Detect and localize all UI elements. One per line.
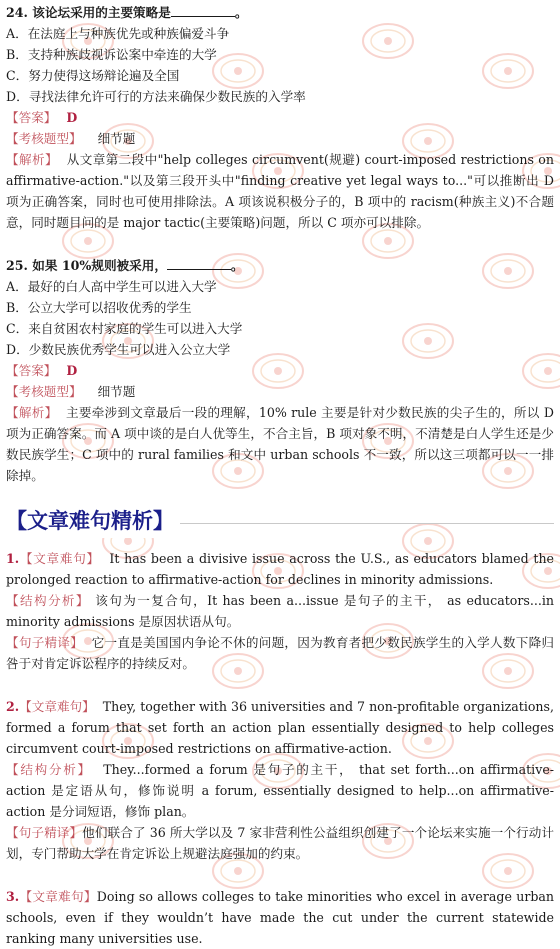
section-heading <box>6 504 554 544</box>
answer-blank <box>171 4 235 17</box>
sentence-2-translation: 【句子精译】他们联合了 36 所大学以及 7 家非营利性公益组织创建了一个论坛来实施一个行动计划，专门帮助大学在肯定诉讼上规避法庭强加的约束。 <box>6 825 555 861</box>
sentence-2-structure: 【结构分析】 They...formed a forum 是句子的主干， that set forth...on affirmative-action 是定语从句，修饰说明 a forum, essentially designed to help...on affirmative-action 是分词短语，修饰 plan。 <box>6 762 555 819</box>
q25-option-b: B．公立大学可以招收优秀的学生 <box>6 300 192 315</box>
q24-analysis: 【解析】 从文章第二段中"help colleges circumvent(规避) court-imposed restrictions on affirmative-action."以及第三段开头中"finding creative yet legal ways to..."可以推断出 D 项为正确答案，同时也可使用排除法。A 项该说积极分子的，B 项中的 racism(种族主义)不合题意，同时题目问的是 major tactic(主要策略)问题，所以 C 项亦可以排除。 <box>6 152 554 230</box>
sentence-1: 1.【文章难句】 It has been a divisive issue across the U.S., as educators blamed the prolonged reaction to affirmative-action for declines in minority admissions. <box>6 551 555 587</box>
answer-blank <box>167 257 231 270</box>
q25-option-a: A．最好的白人高中学生可以进入大学 <box>6 279 217 294</box>
q24-answer: 【答案】 D <box>6 110 78 125</box>
q25-type: 【考核题型】 细节题 <box>6 384 136 399</box>
question-25-title: 25. 如果 10%规则被采用， 。 <box>6 258 244 273</box>
q24-type: 【考核题型】 细节题 <box>6 131 136 146</box>
document-page <box>6 0 554 949</box>
q25-option-d: D．少数民族优秀学生可以进入公立大学 <box>6 342 231 357</box>
q25-option-c: C．来自贫困农村家庭的学生可以进入大学 <box>6 321 243 336</box>
q24-option-b: B．支持种族歧视诉讼案中牵连的大学 <box>6 47 217 62</box>
q25-answer: 【答案】 D <box>6 363 78 378</box>
q24-option-c: C．努力使得这场辩论遍及全国 <box>6 68 180 83</box>
q25-analysis: 【解析】 主要牵涉到文章最后一段的理解，10% rule 主要是针对少数民族的尖子生的，所以 D 项为正确答案。而 A 项中谈的是白人优等生，不合主旨，B 项对象不明，不清楚是白人学生还是少数民族学生；C 项中的 rural families 和文中 urban schools 不一致，所以这三项都可以一一排除掉。 <box>6 405 554 483</box>
question-24-title: 24. 该论坛采用的主要策略是 。 <box>6 5 248 20</box>
sentence-3: 3.【文章难句】Doing so allows colleges to take minorities who excel in average urban schools, even if they wouldn’t have made the cut under the current statewide ranking many universities use. <box>6 889 555 946</box>
q24-option-a: A．在法庭上与种族优先或种族偏爱斗争 <box>6 26 230 41</box>
section-title: 【文章难句精析】 <box>6 504 180 538</box>
q24-option-d: D．寻找法律允许可行的方法来确保少数民族的入学率 <box>6 89 306 104</box>
sentence-1-structure: 【结构分析】 该句为一复合句，It has been a...issue 是句子的主干， as educators...in minority admissions 是原因状语从句。 <box>6 593 554 629</box>
sentence-1-translation: 【句子精译】 它一直是美国国内争论不休的问题，因为教育者把少数民族学生的入学人数下降归咎于对肯定诉讼程序的持续反对。 <box>6 635 555 671</box>
sentence-2: 2.【文章难句】 They, together with 36 universities and 7 non-profitable organizations, formed a forum that set forth an action plan essentially designed to help colleges circumvent court-imposed restrictions on affirmative-action. <box>6 699 555 756</box>
